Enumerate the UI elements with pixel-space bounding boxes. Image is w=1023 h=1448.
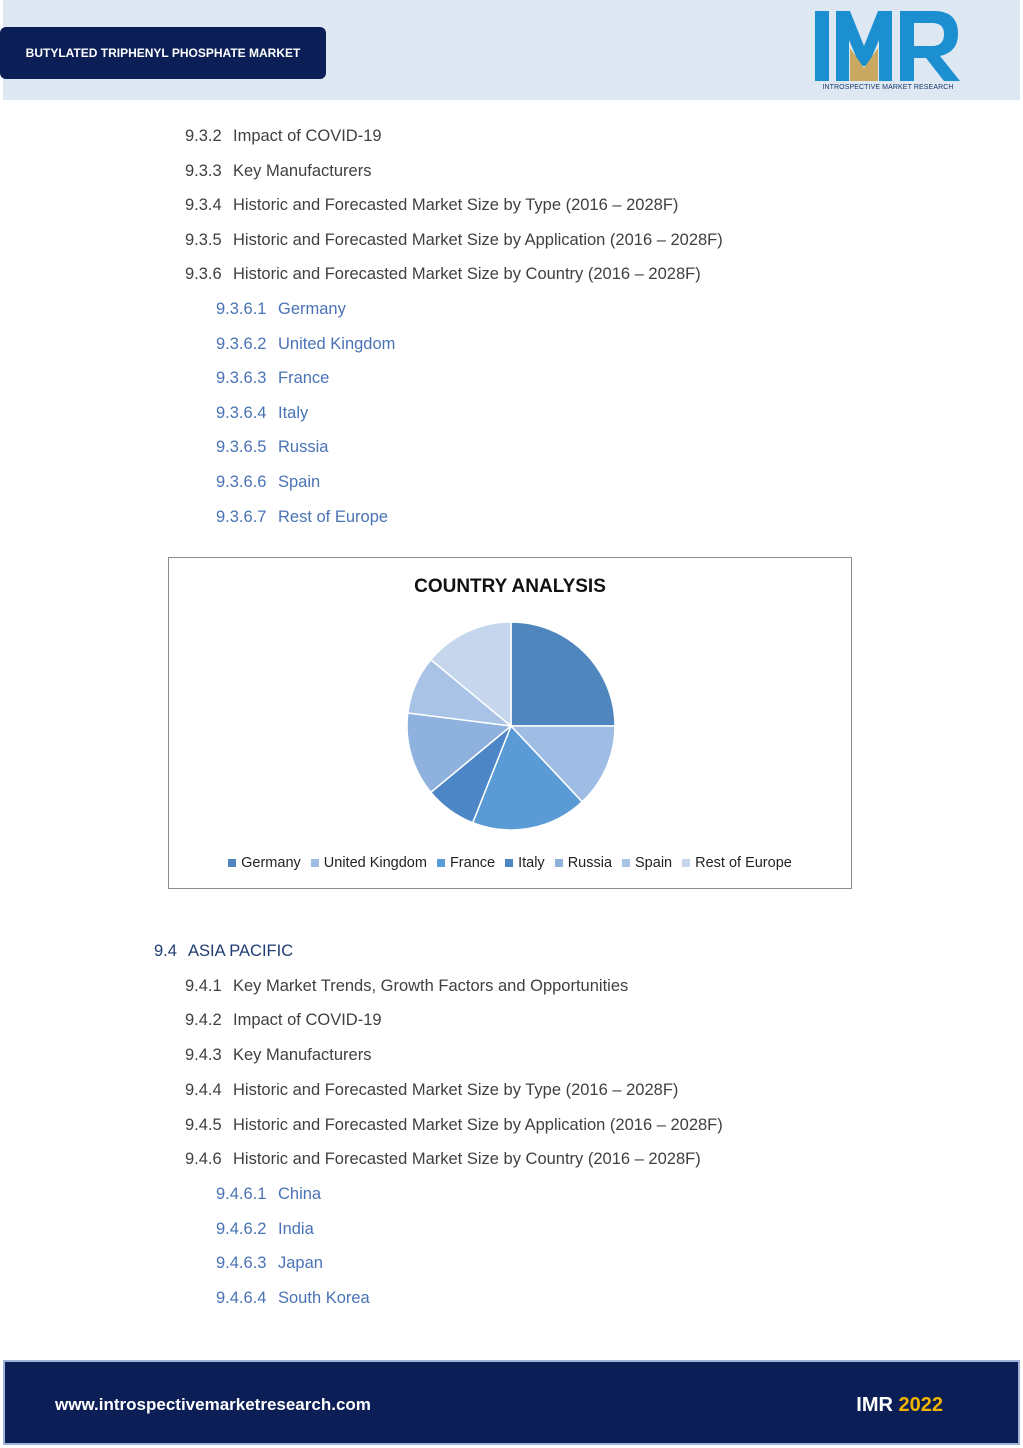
toc-item-number: 9.4.3	[185, 1046, 222, 1065]
footer-brand	[856, 1394, 943, 1417]
toc-item[interactable]	[185, 1010, 382, 1030]
toc-item-number: 9.3.6.3	[216, 369, 267, 388]
toc-item-text: South Korea	[278, 1289, 370, 1307]
legend-swatch	[228, 859, 236, 867]
legend-label: Italy	[518, 855, 545, 871]
toc-item-text: Historic and Forecasted Market Size by Country (2016 – 2028F)	[233, 265, 701, 284]
toc-item-text: China	[278, 1184, 322, 1203]
toc-item[interactable]	[216, 472, 320, 492]
toc-item-text: Historic and Forecasted Market Size by Type (2016 – 2028F)	[233, 196, 679, 215]
legend-item	[622, 855, 672, 871]
toc-item[interactable]	[216, 403, 308, 423]
toc-item-text: Key Manufacturers	[233, 1046, 372, 1065]
toc-item-text: France	[278, 369, 330, 388]
legend-item	[437, 855, 495, 871]
legend-swatch	[555, 859, 563, 867]
toc-item-text: Japan	[278, 1254, 323, 1273]
toc-item[interactable]	[216, 1184, 321, 1204]
toc-item[interactable]	[185, 230, 723, 250]
country-analysis-chart	[168, 557, 852, 889]
toc-item-number: 9.3.6	[185, 265, 222, 284]
legend-label: United Kingdom	[323, 855, 427, 871]
toc-item-number: 9.3.6.7	[216, 507, 267, 526]
legend-item	[228, 855, 301, 871]
toc-item-number: 9.3.2	[185, 127, 222, 145]
toc-item-number: 9.3.5	[185, 230, 222, 249]
legend-item	[682, 855, 792, 871]
toc-item-text: Impact of COVID-19	[233, 127, 382, 145]
legend-swatch	[505, 859, 513, 867]
toc-item[interactable]	[185, 126, 382, 146]
toc-item[interactable]	[185, 1115, 723, 1135]
legend-swatch	[622, 859, 630, 867]
toc-item[interactable]	[185, 195, 678, 215]
toc-item-number: 9.4.6	[185, 1150, 222, 1169]
legend-label: Russia	[567, 855, 613, 871]
toc-item-number: 9.4.6.1	[216, 1184, 267, 1203]
legend-item	[311, 855, 427, 871]
toc-item-text: Historic and Forecasted Market Size by Type (2016 – 2028F)	[233, 1080, 679, 1099]
toc-item-number: 9.4.5	[185, 1115, 222, 1134]
toc-item[interactable]	[216, 368, 329, 388]
toc-item[interactable]	[216, 1253, 323, 1273]
report-title: BUTYLATED TRIPHENYL PHOSPHATE MARKET	[0, 27, 326, 79]
legend-label: Germany	[241, 855, 301, 871]
toc-item-text: Key Market Trends, Growth Factors and Opportunities	[233, 976, 629, 995]
legend-item	[505, 855, 545, 871]
toc-item-number: 9.4.6.4	[216, 1289, 267, 1307]
toc-item-text: Historic and Forecasted Market Size by Country (2016 – 2028F)	[233, 1150, 701, 1169]
toc-item-number: 9.3.6.6	[216, 473, 267, 491]
toc-item[interactable]	[185, 1080, 678, 1100]
legend-label: France	[449, 855, 496, 871]
toc-item-number: 9.4.6.2	[216, 1219, 267, 1238]
toc-item[interactable]	[185, 161, 371, 181]
toc-item-text: Historic and Forecasted Market Size by Application (2016 – 2028F)	[233, 230, 723, 249]
toc-item-number: 9.4	[154, 942, 177, 960]
toc-item-text: Key Manufacturers	[233, 161, 372, 180]
toc-item-text: Historic and Forecasted Market Size by Application (2016 – 2028F)	[233, 1115, 723, 1134]
toc-item[interactable]	[216, 1219, 314, 1239]
toc-item[interactable]	[216, 299, 346, 319]
legend-label: Spain	[635, 855, 673, 871]
toc-item[interactable]	[216, 437, 328, 457]
toc-item-text: United Kingdom	[278, 334, 396, 353]
legend-swatch	[682, 859, 690, 867]
toc-item[interactable]	[185, 1149, 701, 1169]
legend-swatch	[437, 859, 445, 867]
toc-item[interactable]	[185, 976, 628, 996]
website-link[interactable]: www.introspectivemarketresearch.com	[55, 1395, 371, 1414]
toc-item-text: Impact of COVID-19	[233, 1011, 382, 1030]
toc-item-number: 9.3.6.2	[216, 334, 267, 353]
toc-item-text: Russia	[278, 438, 329, 457]
chart-title: COUNTRY ANALYSIS	[414, 576, 606, 597]
toc-item-text: ASIA PACIFIC	[188, 942, 294, 960]
pie-chart	[169, 558, 851, 888]
legend-item	[555, 855, 612, 871]
footer-brand-name: IMR	[856, 1394, 893, 1416]
toc-item[interactable]	[154, 941, 293, 961]
toc-item[interactable]	[185, 1045, 371, 1065]
toc-item-number: 9.3.6.5	[216, 438, 267, 457]
imr-logo-icon	[812, 8, 964, 84]
toc-item-number: 9.3.6.1	[216, 300, 267, 318]
toc-item-text: Rest of Europe	[278, 507, 389, 526]
logo-subtitle: INTROSPECTIVE MARKET RESEARCH	[822, 84, 954, 91]
pie-slice-germany	[511, 622, 615, 726]
toc-item[interactable]	[216, 1288, 370, 1308]
toc-item[interactable]	[216, 334, 395, 354]
imr-logo	[812, 8, 964, 96]
toc-item-number: 9.4.1	[185, 976, 222, 995]
chart-legend	[169, 855, 851, 871]
toc-item-text: India	[278, 1219, 314, 1238]
toc-item-number: 9.3.4	[185, 196, 222, 215]
toc-item-number: 9.4.6.3	[216, 1254, 267, 1273]
toc-item-number: 9.4.4	[185, 1080, 222, 1099]
toc-item-text: Spain	[278, 473, 321, 491]
legend-swatch	[311, 859, 319, 867]
toc-item-number: 9.3.6.4	[216, 403, 267, 422]
toc-item-text: Germany	[278, 300, 346, 318]
legend-label: Rest of Europe	[695, 855, 792, 871]
toc-item-number: 9.4.2	[185, 1011, 222, 1030]
toc-item-number: 9.3.3	[185, 161, 222, 180]
footer	[3, 1360, 1020, 1445]
toc-item[interactable]	[216, 507, 388, 527]
toc-item-text: Italy	[278, 403, 309, 422]
footer-year: 2022	[898, 1394, 943, 1416]
toc-item[interactable]	[185, 264, 701, 284]
